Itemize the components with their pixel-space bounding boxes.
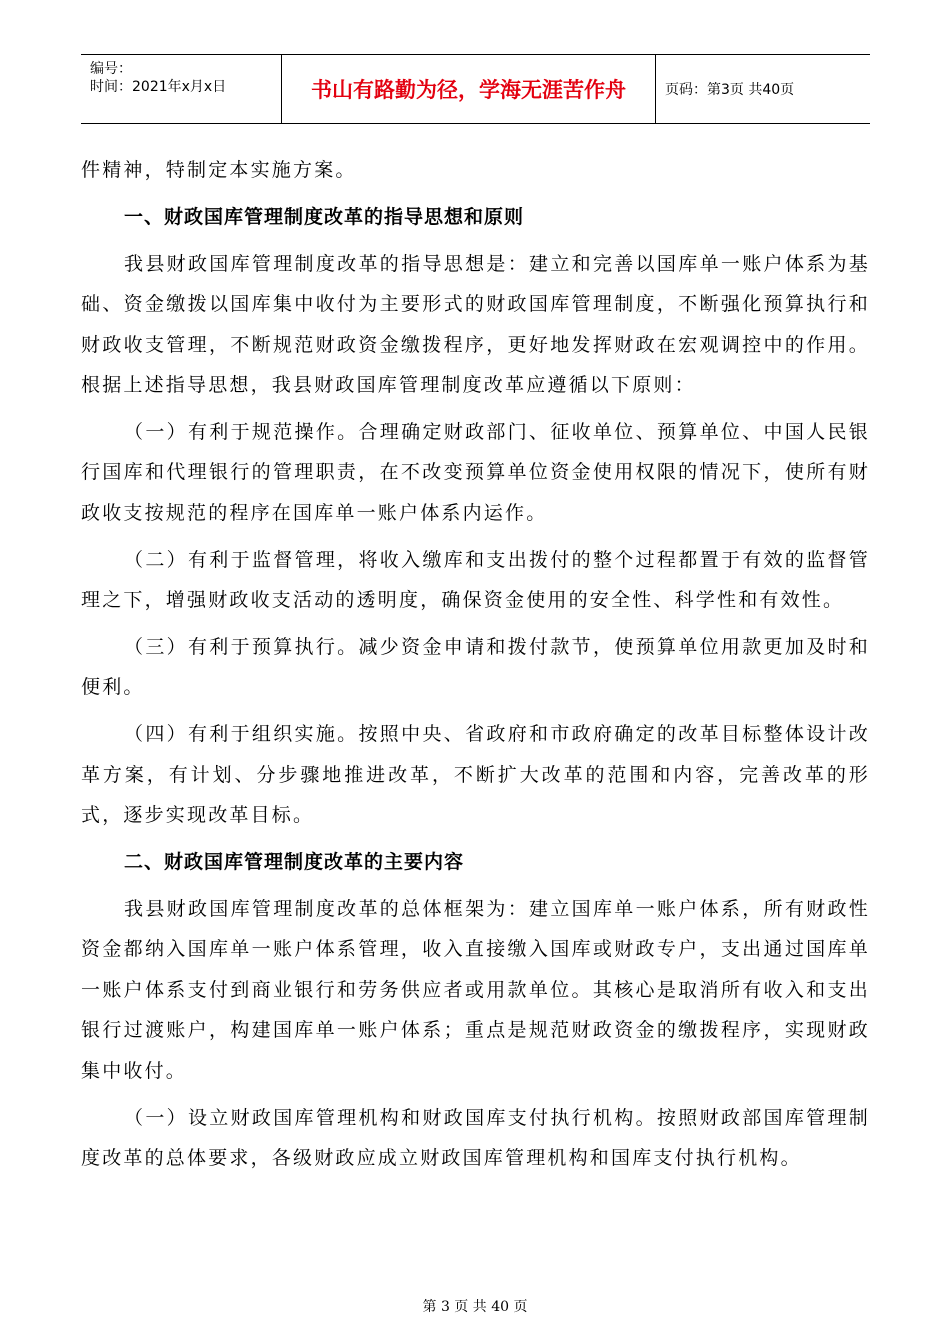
paragraph: （一）有利于规范操作。合理确定财政部门、征收单位、预算单位、中国人民银行国库和代理银行的管理职责，在不改变预算单位资金使用权限的情况下，使所有财政收支按规范的程序在国库单一账户体系内运作。 xyxy=(81,420,870,524)
header-motto: 书山有路勤为径，学海无涯苦作舟 xyxy=(282,55,656,123)
paragraph-continuation: 件精神，特制定本实施方案。 xyxy=(81,159,357,181)
paragraph: （一）设立财政国库管理机构和财政国库支付执行机构。按照财政部国库管理制度改革的总体要求，各级财政应成立财政国库管理机构和国库支付执行机构。 xyxy=(81,1106,870,1170)
paragraph: 我县财政国库管理制度改革的总体框架为：建立国库单一账户体系，所有财政性资金都纳入国库单一账户体系管理，收入直接缴入国库或财政专户，支出通过国库单一账户体系支付到商业银行和劳务供应者或用款单位。其核心是取消所有收入和支出银行过渡账户，构建国库单一账户体系；重点是规范财政资金的缴拨程序，实现财政集中收付。 xyxy=(81,897,870,1082)
paragraph: （三）有利于预算执行。减少资金申请和拨付款节，使预算单位用款更加及时和便利。 xyxy=(81,635,870,699)
section-heading-2: 二、财政国库管理制度改革的主要内容 xyxy=(124,851,465,874)
section-heading-1: 一、财政国库管理制度改革的指导思想和原则 xyxy=(124,205,525,228)
time-label: 时间：2021年x月x日 xyxy=(90,79,227,95)
paragraph: 我县财政国库管理制度改革的指导思想是：建立和完善以国库单一账户体系为基础、资金缴拨以国库集中收付为主要形式的财政国库管理制度，不断强化预算执行和财政收支管理，不断规范财政资金缴拨程序，更好地发挥财政在宏观调控中的作用。根据上述指导思想，我县财政国库管理制度改革应遵循以下原则： xyxy=(81,252,870,397)
serial-label: 编号： xyxy=(90,61,132,77)
paragraph: （四）有利于组织实施。按照中央、省政府和市政府确定的改革目标整体设计改革方案，有计划、分步骤地推进改革，不断扩大改革的范围和内容，完善改革的形式，逐步实现改革目标。 xyxy=(81,723,870,827)
document-body xyxy=(81,150,870,1185)
paragraph: （二）有利于监督管理，将收入缴库和支出拨付的整个过程都置于有效的监督管理之下，增强财政收支活动的透明度，确保资金使用的安全性、科学性和有效性。 xyxy=(81,548,870,612)
page-header xyxy=(81,54,870,124)
header-meta xyxy=(81,55,282,123)
page-footer: 第 3 页 共 40 页 xyxy=(422,1299,528,1315)
header-page-info: 页码：第3页 共40页 xyxy=(665,82,795,98)
